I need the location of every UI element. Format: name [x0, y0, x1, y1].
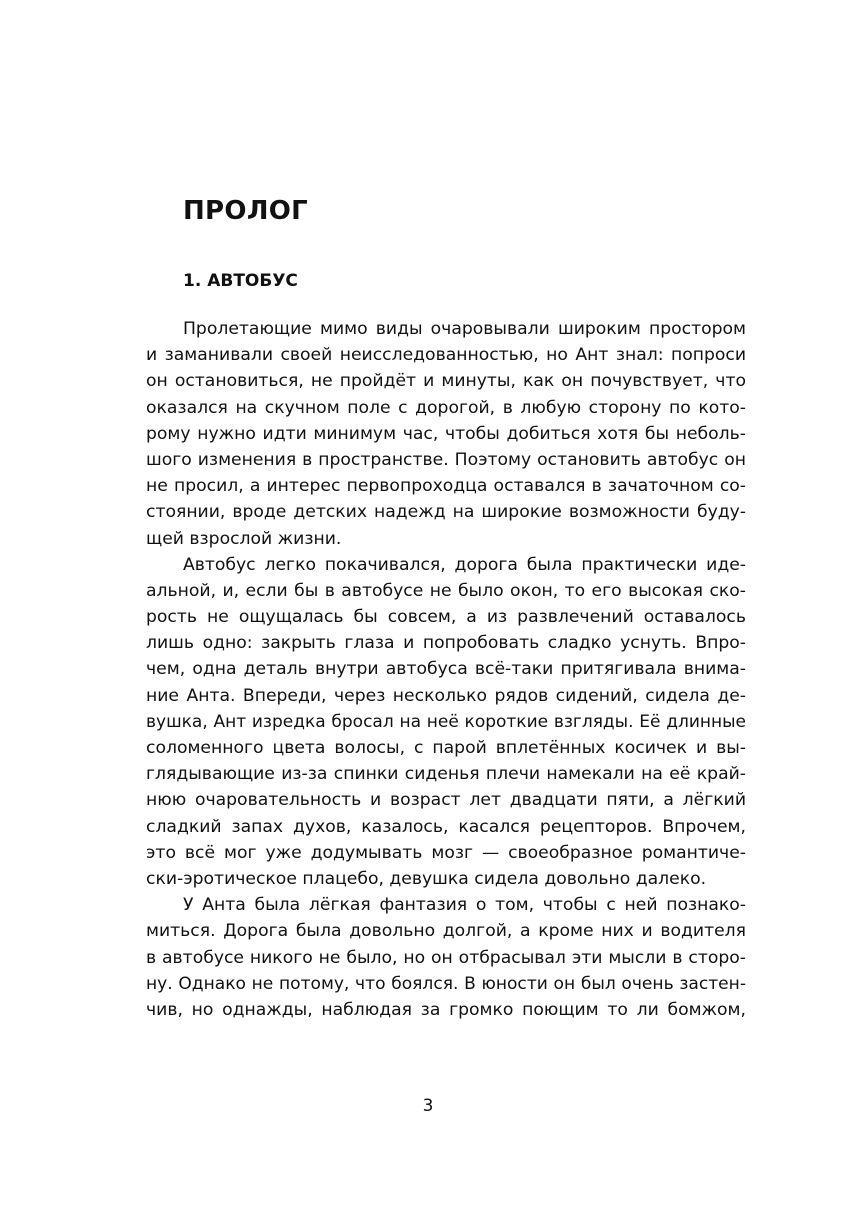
- text-line: лишь одно: закрыть глаза и попробовать сладко уснуть. Впро-: [146, 633, 746, 654]
- text-line: и заманивали своей неисследованностью, но Ант знал: попроси: [146, 345, 746, 366]
- text-line: рость не ощущалась бы совсем, а из развлечений оставалось: [146, 607, 746, 628]
- text-line: Автобус легко покачивался, дорога была практически иде-: [183, 554, 746, 575]
- text-line: не просил, а интерес первопроходца оставался в зачаточном со-: [146, 476, 746, 497]
- text-line: щей взрослой жизни.: [146, 528, 342, 549]
- text-line: шого изменения в пространстве. Поэтому остановить автобус он: [146, 449, 746, 470]
- text-line: оказался на скучном поле с дорогой, в любую сторону по кото-: [146, 397, 746, 418]
- page-number: 3: [422, 1096, 434, 1116]
- body-text: [146, 316, 746, 1023]
- part-title: ПРОЛОГ: [183, 196, 308, 226]
- text-line: вушка, Ант изредка бросал на неё короткие взгляды. Её длинные: [146, 711, 746, 732]
- text-line: соломенного цвета волосы, с парой вплетённых косичек и вы-: [146, 738, 746, 758]
- text-line: ски-эротическое плацебо, девушка сидела довольно далеко.: [146, 868, 707, 889]
- text-line: это всё мог уже додумывать мозг — своеобразное романтиче-: [146, 842, 746, 863]
- text-line: в автобусе никого не было, но он отбрасывал эти мысли в сторо-: [146, 947, 746, 968]
- text-line: чем, одна деталь внутри автобуса всё-таки притягивала внима-: [146, 659, 746, 680]
- text-line: чив, но однажды, наблюдая за громко поющим то ли бомжом,: [146, 999, 746, 1020]
- text-line: сладкий запах духов, казалось, касался рецепторов. Впрочем,: [146, 816, 746, 837]
- text-line: он остановиться, не пройдёт и минуты, как он почувствует, что: [146, 371, 746, 392]
- text-line: альной, и, если бы в автобусе не было окон, то его высокая ско-: [146, 580, 746, 601]
- text-line: У Анта была лёгкая фантазия о том, чтобы с ней познако-: [183, 895, 746, 916]
- text-line: стоянии, вроде детских надежд на широкие возможности буду-: [146, 502, 746, 523]
- text-line: нюю очаровательность и возраст лет двадцати пяти, а лёгкий: [146, 790, 746, 811]
- text-line: рому нужно идти минимум час, чтобы добиться хотя бы неболь-: [146, 423, 746, 444]
- text-line: глядывающие из-за спинки сиденья плечи намекали на её край-: [146, 764, 746, 785]
- text-line: миться. Дорога была довольно долгой, а кроме них и водителя: [146, 921, 746, 942]
- text-line: Пролетающие мимо виды очаровывали широким простором: [183, 319, 746, 339]
- text-line: ние Анта. Впереди, через несколько рядов сидений, сидела де-: [146, 685, 746, 706]
- chapter-title: 1. АВТОБУС: [183, 271, 298, 291]
- text-line: ну. Однако не потому, что боялся. В юности он был очень застен-: [146, 973, 746, 994]
